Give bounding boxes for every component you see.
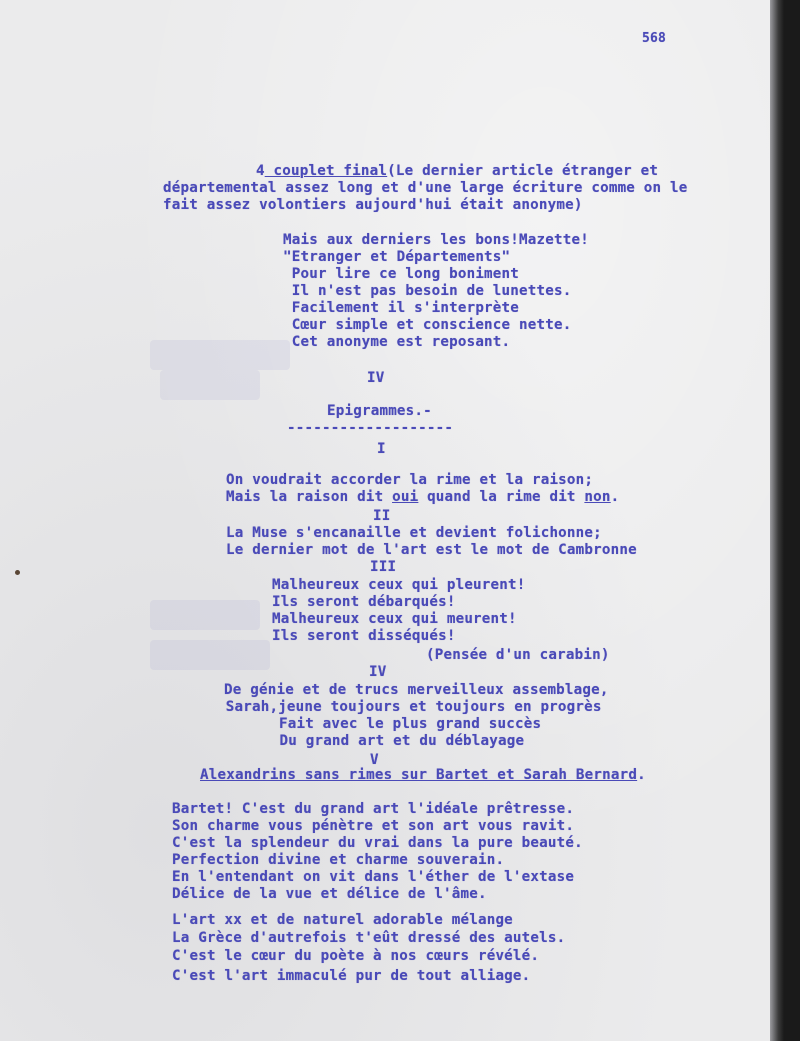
- epigram-line: Ils seront disséqués!: [272, 628, 456, 644]
- poem-line: L'art xx et de naturel adorable mélange: [172, 912, 513, 928]
- intro-text: (Le dernier article étranger et: [387, 163, 659, 179]
- verse-line: Facilement il s'interprète: [283, 300, 520, 316]
- epigram-numeral: IV: [369, 664, 387, 680]
- epigram-title: Alexandrins sans rimes sur Bartet et Sarah Bernard: [200, 767, 638, 783]
- epigram-title-end: .: [637, 767, 646, 783]
- epigram-numeral: II: [373, 508, 391, 524]
- epigram-line: Ils seront débarqués!: [272, 594, 456, 610]
- show-through-mark: [150, 340, 290, 370]
- poem-line: Perfection divine et charme souverain.: [172, 852, 505, 868]
- poem-line: C'est le cœur du poète à nos cœurs révélé.: [172, 948, 540, 964]
- epigram-numeral: I: [377, 441, 386, 457]
- poem-line: Délice de la vue et délice de l'âme.: [172, 886, 487, 902]
- verse-line: Cet anonyme est reposant.: [283, 334, 511, 350]
- poem-line: C'est la splendeur du vrai dans la pure beauté.: [172, 835, 583, 851]
- ink-spot: [15, 570, 20, 575]
- verse-line: Pour lire ce long boniment: [283, 266, 520, 282]
- epigram-line: Malheureux ceux qui pleurent!: [272, 577, 526, 593]
- page-number: 568: [642, 31, 667, 46]
- epigram-title-line: [200, 767, 646, 784]
- epigram-text: quand la rime dit: [418, 489, 585, 505]
- show-through-mark: [160, 370, 260, 400]
- epigram-line: Fait avec le plus grand succès: [244, 716, 542, 732]
- verse-line: "Etranger et Départements": [283, 249, 511, 265]
- poem-line: Bartet! C'est du grand art l'idéale prêtresse.: [172, 801, 575, 817]
- underlined-oui: oui: [392, 489, 419, 505]
- poem-line: C'est l'art immaculé pur de tout alliage.: [172, 968, 531, 984]
- section-numeral: IV: [367, 370, 385, 386]
- handwritten-number: 4: [256, 163, 265, 179]
- page-edge-shadow: [770, 0, 784, 1041]
- epigram-line: De génie et de trucs merveilleux assemblage,: [224, 682, 609, 698]
- epigram-line: La Muse s'encanaille et devient folichonne;: [226, 525, 602, 541]
- epigram-line: Le dernier mot de l'art est le mot de Cambronne: [226, 542, 637, 558]
- poem-line: En l'entendant on vit dans l'éther de l'extase: [172, 869, 575, 885]
- epigram-line: On voudrait accorder la rime et la raison;: [226, 472, 594, 488]
- epigram-line: Malheureux ceux qui meurent!: [272, 611, 517, 627]
- section-rule: -------------------: [287, 420, 454, 436]
- verse-line: Mais aux derniers les bons!Mazette!: [283, 232, 589, 248]
- epigram-attribution: (Pensée d'un carabin): [426, 647, 610, 663]
- poem-line: La Grèce d'autrefois t'eût dressé des autels.: [172, 930, 566, 946]
- epigram-numeral: V: [370, 752, 379, 768]
- intro-line: fait assez volontiers aujourd'hui était anonyme): [163, 197, 583, 213]
- show-through-mark: [150, 600, 260, 630]
- couplet-final-label: couplet final: [264, 163, 388, 179]
- epigram-text: .: [610, 489, 620, 505]
- epigram-text: Mais la raison dit: [226, 489, 393, 505]
- poem-line: Son charme vous pénètre et son art vous ravit.: [172, 818, 575, 834]
- epigram-line: Du grand art et du déblayage: [262, 733, 525, 749]
- verse-line: Il n'est pas besoin de lunettes.: [283, 283, 572, 299]
- epigram-line: Sarah,jeune toujours et toujours en progrès: [217, 699, 602, 715]
- intro-line: départemental assez long et d'une large écriture comme on le: [163, 180, 688, 196]
- show-through-mark: [150, 640, 270, 670]
- intro-heading-line: [256, 163, 658, 180]
- verse-line: Cœur simple et conscience nette.: [283, 317, 572, 333]
- epigram-numeral: III: [370, 559, 397, 575]
- underlined-non: non: [584, 489, 611, 505]
- section-title: Epigrammes.-: [327, 403, 432, 419]
- epigram-line: [226, 489, 619, 506]
